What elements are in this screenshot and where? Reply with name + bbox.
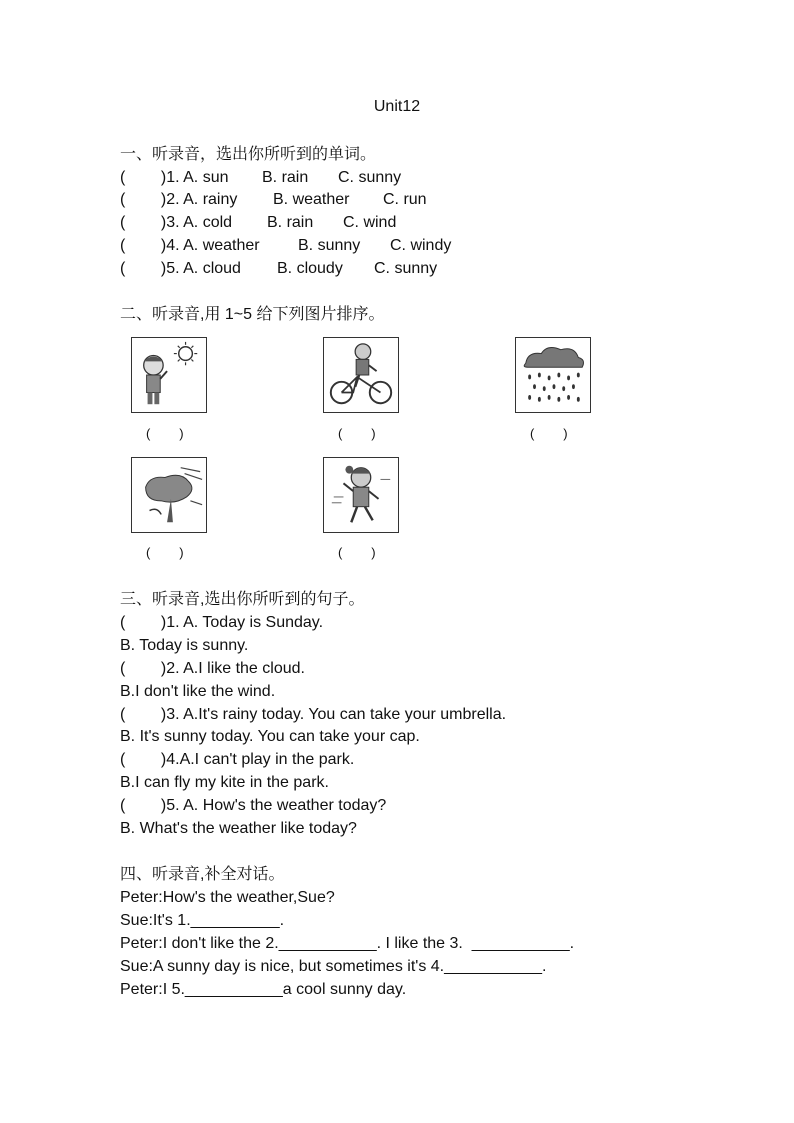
option-c: C. wind bbox=[343, 214, 397, 231]
section3-line: ( )2. A.I like the cloud. bbox=[120, 660, 305, 677]
section3-line: ( )3. A.It's rainy today. You can take your umbrella. bbox=[120, 706, 507, 723]
dialogue-line: Sue:A sunny day is nice, but sometimes it's 4.___________. bbox=[120, 958, 547, 975]
option-c: C. sunny bbox=[374, 260, 438, 277]
option-b: B. sunny bbox=[298, 237, 361, 254]
section3-line: ( )4.A.I can't play in the park. bbox=[120, 751, 355, 768]
boy-bike-icon bbox=[324, 338, 398, 412]
option-b: B. rain bbox=[262, 169, 309, 186]
option-c: C. windy bbox=[390, 237, 452, 254]
picture-boy-sun bbox=[131, 337, 207, 413]
section3-line: ( )1. A. Today is Sunday. bbox=[120, 614, 324, 631]
item-stem: ( )4. A. weather bbox=[120, 237, 260, 254]
item-stem: ( )3. A. cold bbox=[120, 214, 233, 231]
picture-2-answer: ( ) bbox=[338, 426, 376, 441]
section2-heading: 二、听录音,用 1~5 给下列图片排序。 bbox=[120, 306, 385, 323]
dialogue-line: Peter:How's the weather,Sue? bbox=[120, 889, 335, 906]
option-b: B. weather bbox=[273, 191, 350, 208]
section3-line: B.I don't like the wind. bbox=[120, 683, 276, 700]
picture-5-answer: ( ) bbox=[338, 545, 376, 560]
girl-running-icon bbox=[324, 458, 398, 532]
section3-line: ( )5. A. How's the weather today? bbox=[120, 797, 387, 814]
item-stem: ( )2. A. rainy bbox=[120, 191, 238, 208]
picture-boy-bike bbox=[323, 337, 399, 413]
rain-cloud-icon bbox=[516, 338, 590, 412]
option-b: B. rain bbox=[267, 214, 314, 231]
windy-tree-icon bbox=[132, 458, 206, 532]
picture-4-answer: ( ) bbox=[146, 545, 184, 560]
item-stem: ( )1. A. sun bbox=[120, 169, 229, 186]
section3-line: B. Today is sunny. bbox=[120, 637, 249, 654]
dialogue-line: Peter:I don't like the 2.___________. I like the 3. ___________. bbox=[120, 935, 575, 952]
dialogue-line: Peter:I 5.___________a cool sunny day. bbox=[120, 981, 407, 998]
section3-line: B. It's sunny today. You can take your cap. bbox=[120, 728, 420, 745]
section1-heading: 一、听录音，选出你所听到的单词。 bbox=[120, 146, 377, 163]
picture-1-answer: ( ) bbox=[146, 426, 184, 441]
option-b: B. cloudy bbox=[277, 260, 343, 277]
dialogue-line: Sue:It's 1.__________. bbox=[120, 912, 285, 929]
page-title: Unit12 bbox=[373, 98, 421, 115]
section3-line: B. What's the weather like today? bbox=[120, 820, 357, 837]
picture-3-answer: ( ) bbox=[530, 426, 568, 441]
option-c: C. run bbox=[383, 191, 427, 208]
picture-girl-running bbox=[323, 457, 399, 533]
boy-sun-icon bbox=[132, 338, 206, 412]
section4-heading: 四、听录音,补全对话。 bbox=[120, 866, 285, 883]
picture-windy-tree bbox=[131, 457, 207, 533]
item-stem: ( )5. A. cloud bbox=[120, 260, 241, 277]
section3-line: B.I can fly my kite in the park. bbox=[120, 774, 329, 791]
option-c: C. sunny bbox=[338, 169, 402, 186]
picture-rain-cloud bbox=[515, 337, 591, 413]
section3-heading: 三、听录音,选出你所听到的句子。 bbox=[120, 591, 365, 608]
